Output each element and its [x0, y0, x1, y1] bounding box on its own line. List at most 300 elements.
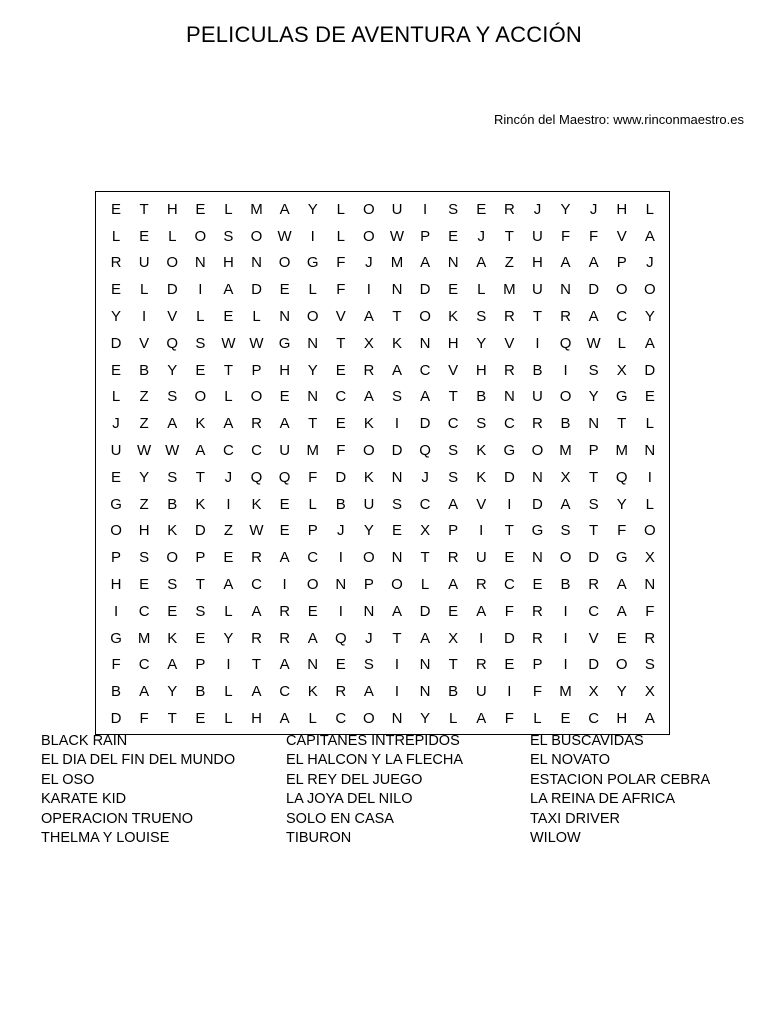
grid-letter: Y [560, 200, 571, 218]
grid-letter: Y [644, 308, 655, 326]
grid-letter: P [111, 549, 122, 567]
grid-letter: C [335, 710, 347, 728]
grid-letter: C [503, 576, 515, 594]
grid-letter: S [223, 227, 234, 245]
grid-letter: L [111, 227, 121, 245]
word-item: EL HALCON Y LA FLECHA [286, 752, 464, 769]
letter-grid [95, 191, 670, 735]
grid-letter: H [475, 361, 487, 379]
grid-letter: E [448, 227, 459, 245]
grid-letter: G [615, 388, 628, 406]
grid-letter: E [111, 468, 122, 486]
grid-letter: X [363, 334, 374, 352]
grid-letter: L [224, 200, 233, 218]
grid-letter: O [559, 388, 572, 406]
grid-letter: R [588, 576, 600, 594]
grid-letter: T [167, 710, 177, 728]
grid-letter: A [279, 710, 290, 728]
grid-row [96, 250, 669, 277]
grid-letter: T [589, 468, 599, 486]
grid-letter: D [588, 549, 600, 567]
grid-letter: R [644, 629, 656, 647]
grid-letter: I [563, 361, 568, 379]
grid-letter: I [507, 495, 512, 513]
word-item: CAPITANES INTREPIDOS [286, 733, 460, 749]
grid-letter: K [167, 629, 178, 647]
grid-letter: S [167, 468, 178, 486]
grid-letter: B [335, 495, 346, 513]
grid-letter: V [335, 308, 346, 326]
grid-letter: K [476, 468, 487, 486]
grid-letter: A [363, 308, 374, 326]
grid-row [96, 437, 669, 464]
grid-letter: I [142, 308, 147, 326]
grid-letter: B [560, 576, 571, 594]
grid-letter: R [503, 361, 515, 379]
grid-letter: A [391, 602, 402, 620]
grid-letter: R [532, 629, 543, 647]
grid-letter: A [448, 495, 459, 513]
grid-letter: L [533, 710, 542, 728]
grid-letter: I [282, 576, 287, 594]
grid-letter: S [588, 495, 599, 513]
grid-letter: I [563, 602, 568, 620]
grid-letter: W [277, 227, 292, 245]
grid-row [96, 571, 669, 598]
grid-letter: Q [419, 442, 431, 460]
grid-row [96, 464, 669, 491]
grid-letter: Z [139, 388, 149, 406]
grid-letter: T [251, 656, 262, 674]
grid-letter: T [532, 308, 543, 326]
grid-letter: O [306, 308, 319, 326]
grid-letter: T [195, 576, 205, 594]
grid-letter: G [531, 522, 544, 540]
grid-letter: C [223, 442, 234, 460]
grid-letter: G [306, 254, 319, 272]
grid-letter: W [249, 334, 264, 352]
grid-letter: U [475, 683, 487, 701]
word-item: THELMA Y LOUISE [41, 830, 170, 847]
grid-letter: T [336, 334, 346, 352]
grid-letter: P [448, 522, 459, 540]
grid-letter: R [503, 308, 515, 326]
grid-letter: G [615, 549, 628, 567]
grid-letter: A [588, 308, 599, 326]
grid-letter: E [195, 710, 206, 728]
grid-letter: E [139, 227, 150, 245]
grid-letter: L [224, 388, 233, 406]
grid-letter: C [419, 495, 431, 513]
grid-letter: E [504, 656, 515, 674]
grid-letter: K [195, 495, 206, 513]
grid-letter: S [363, 656, 374, 674]
grid-letter: M [250, 200, 263, 218]
grid-row [96, 705, 669, 732]
grid-letter: C [503, 415, 515, 433]
grid-letter: T [420, 549, 430, 567]
grid-letter: P [616, 254, 627, 272]
grid-letter: K [167, 522, 178, 540]
grid-letter: U [363, 495, 375, 513]
grid-letter: O [110, 522, 122, 540]
grid-letter: E [307, 602, 318, 620]
grid-letter: K [195, 415, 206, 433]
grid-letter: D [110, 710, 122, 728]
grid-letter: S [588, 361, 599, 379]
grid-letter: A [420, 388, 431, 406]
grid-letter: J [112, 415, 120, 433]
grid-letter: W [165, 442, 180, 460]
grid-letter: S [644, 656, 655, 674]
grid-letter: L [645, 200, 654, 218]
grid-letter: B [476, 388, 487, 406]
grid-letter: F [589, 227, 599, 245]
grid-letter: R [251, 549, 262, 567]
grid-letter: H [279, 361, 291, 379]
grid-letter: O [194, 388, 207, 406]
grid-letter: B [532, 361, 543, 379]
grid-letter: S [476, 308, 487, 326]
grid-letter: N [279, 308, 291, 326]
grid-letter: C [251, 576, 262, 594]
grid-letter: C [138, 656, 150, 674]
grid-letter: A [420, 254, 431, 272]
grid-letter: J [477, 227, 486, 245]
grid-letter: O [166, 549, 179, 567]
grid-letter: A [279, 656, 290, 674]
grid-letter: E [111, 281, 122, 299]
word-item: EL NOVATO [530, 752, 611, 769]
grid-letter: L [308, 281, 317, 299]
grid-letter: I [310, 227, 315, 245]
grid-letter: I [338, 602, 343, 620]
grid-letter: R [447, 549, 459, 567]
word-item: WILOW [530, 830, 581, 847]
grid-letter: A [616, 576, 627, 594]
grid-letter: I [422, 200, 428, 218]
grid-letter: Z [223, 522, 233, 540]
grid-letter: C [335, 388, 347, 406]
grid-letter: O [250, 388, 263, 406]
grid-letter: I [479, 522, 484, 540]
grid-letter: U [110, 442, 122, 460]
grid-letter: F [139, 710, 149, 728]
grid-letter: V [476, 495, 487, 513]
grid-row [96, 518, 669, 545]
grid-letter: B [560, 415, 571, 433]
grid-letter: U [138, 254, 150, 272]
grid-letter: O [306, 576, 319, 594]
grid-letter: S [448, 442, 459, 460]
word-item: ESTACION POLAR CEBRA [530, 771, 711, 788]
grid-letter: R [110, 254, 122, 272]
grid-letter: O [363, 710, 375, 728]
grid-letter: W [586, 334, 601, 352]
grid-letter: R [532, 602, 543, 620]
word-item: LA JOYA DEL NILO [286, 791, 413, 808]
grid-letter: F [336, 442, 346, 460]
grid-letter: Y [139, 468, 150, 486]
grid-letter: F [111, 656, 121, 674]
word-item: EL OSO [41, 771, 95, 788]
grid-letter: O [531, 442, 544, 460]
grid-letter: E [476, 200, 487, 218]
grid-letter: T [392, 308, 402, 326]
grid-letter: P [195, 549, 206, 567]
grid-letter: M [615, 442, 628, 460]
grid-letter: L [168, 227, 177, 245]
grid-letter: Y [223, 629, 234, 647]
grid-letter: E [223, 549, 234, 567]
grid-letter: S [391, 495, 402, 513]
grid-letter: I [479, 629, 484, 647]
grid-letter: E [195, 361, 206, 379]
grid-letter: E [111, 200, 122, 218]
grid-letter: I [113, 602, 119, 620]
grid-letter: Y [588, 388, 599, 406]
grid-letter: A [476, 254, 487, 272]
grid-letter: T [504, 227, 514, 245]
grid-letter: Y [363, 522, 374, 540]
grid-letter: P [420, 227, 431, 245]
grid-letter: A [560, 254, 571, 272]
grid-letter: T [617, 415, 627, 433]
word-item: SOLO EN CASA [286, 810, 394, 827]
grid-letter: D [335, 468, 347, 486]
grid-letter: F [504, 710, 514, 728]
grid-letter: L [645, 495, 654, 513]
grid-letter: D [588, 656, 600, 674]
grid-letter: M [137, 629, 151, 647]
grid-letter: F [336, 254, 346, 272]
grid-letter: M [503, 281, 516, 299]
grid-letter: R [363, 361, 375, 379]
grid-row [96, 652, 669, 679]
grid-letter: O [419, 308, 431, 326]
word-item: LA REINA DE AFRICA [530, 791, 676, 808]
grid-letter: V [504, 334, 515, 352]
grid-letter: G [110, 629, 122, 647]
grid-letter: D [391, 442, 403, 460]
grid-letter: E [504, 549, 515, 567]
grid-letter: L [477, 281, 486, 299]
grid-letter: V [448, 361, 459, 379]
grid-letter: H [166, 200, 178, 218]
grid-letter: X [644, 683, 655, 701]
grid-letter: J [337, 522, 345, 540]
grid-letter: R [475, 656, 487, 674]
grid-letter: X [588, 683, 599, 701]
grid-letter: F [308, 468, 318, 486]
grid-letter: I [647, 468, 652, 486]
grid-letter: I [338, 549, 343, 567]
grid-letter: H [138, 522, 150, 540]
grid-letter: N [419, 683, 431, 701]
grid-letter: M [390, 254, 404, 272]
grid-letter: O [363, 200, 375, 218]
grid-letter: A [279, 415, 290, 433]
grid-letter: Q [559, 334, 572, 352]
grid-letter: K [307, 683, 318, 701]
grid-letter: N [503, 388, 515, 406]
source-credit: Rincón del Maestro: www.rinconmaestro.es [494, 112, 744, 127]
grid-row [96, 223, 669, 250]
grid-row [96, 544, 669, 571]
grid-letter: A [251, 683, 262, 701]
grid-letter: N [307, 334, 319, 352]
grid-row [96, 196, 669, 223]
word-item: TIBURON [286, 830, 352, 847]
grid-letter: A [167, 656, 178, 674]
grid-letter: N [307, 656, 319, 674]
grid-letter: G [503, 442, 516, 460]
grid-letter: P [251, 361, 262, 379]
grid-letter: I [226, 495, 231, 513]
grid-letter: L [111, 388, 121, 406]
grid-letter: M [559, 442, 572, 460]
grid-letter: L [336, 200, 345, 218]
grid-letter: B [195, 683, 206, 701]
grid-letter: E [111, 361, 122, 379]
grid-letter: R [279, 602, 291, 620]
grid-letter: J [365, 254, 373, 272]
grid-letter: P [363, 576, 374, 594]
grid-letter: P [307, 522, 318, 540]
grid-letter: A [139, 683, 150, 701]
word-item: TAXI DRIVER [530, 810, 620, 827]
grid-letter: A [195, 442, 206, 460]
grid-letter: O [363, 442, 375, 460]
grid-letter: I [394, 683, 400, 701]
grid-letter: U [279, 442, 291, 460]
grid-letter: A [560, 495, 571, 513]
grid-letter: A [420, 629, 431, 647]
grid-letter: D [503, 468, 515, 486]
grid-letter: Q [615, 468, 628, 486]
grid-letter: O [615, 656, 628, 674]
grid-letter: H [616, 710, 628, 728]
grid-letter: X [560, 468, 571, 486]
grid-letter: H [616, 200, 628, 218]
grid-letter: N [391, 549, 403, 567]
grid-letter: C [419, 361, 431, 379]
grid-letter: N [447, 254, 459, 272]
grid-letter: J [365, 629, 373, 647]
grid-letter: N [307, 388, 319, 406]
grid-letter: R [279, 629, 291, 647]
grid-row [96, 410, 669, 437]
grid-letter: T [392, 629, 402, 647]
grid-letter: N [588, 415, 600, 433]
grid-letter: A [223, 281, 234, 299]
grid-letter: O [278, 254, 291, 272]
grid-letter: D [419, 415, 431, 433]
grid-letter: L [617, 334, 626, 352]
grid-letter: I [394, 415, 400, 433]
grid-letter: Y [307, 200, 318, 218]
grid-letter: U [391, 200, 403, 218]
word-item: EL DIA DEL FIN DEL MUNDO [41, 752, 236, 769]
grid-letter: H [110, 576, 122, 594]
grid-letter: C [251, 442, 262, 460]
grid-letter: E [532, 576, 543, 594]
grid-letter: P [532, 656, 543, 674]
page-title: PELICULAS DE AVENTURA Y ACCIÓN [185, 22, 583, 47]
grid-letter: K [448, 308, 459, 326]
grid-letter: C [447, 415, 459, 433]
grid-letter: E [560, 710, 571, 728]
grid-letter: A [363, 683, 374, 701]
grid-letter: C [588, 710, 600, 728]
grid-letter: L [224, 710, 233, 728]
grid-letter: N [363, 602, 375, 620]
grid-letter: Q [278, 468, 291, 486]
grid-letter: R [251, 629, 262, 647]
grid-letter: N [644, 576, 656, 594]
grid-row [96, 678, 669, 705]
grid-row [96, 491, 669, 518]
grid-letter: E [448, 281, 459, 299]
grid-letter: N [335, 576, 347, 594]
word-column-3 [530, 732, 710, 848]
grid-letter: T [589, 522, 599, 540]
grid-letter: T [448, 656, 458, 674]
grid-letter: F [560, 227, 571, 245]
grid-letter: D [503, 629, 515, 647]
grid-row [96, 625, 669, 652]
grid-letter: O [250, 227, 263, 245]
grid-letter: A [279, 549, 290, 567]
grid-letter: C [138, 602, 150, 620]
grid-letter: V [588, 629, 599, 647]
grid-letter: K [476, 442, 487, 460]
grid-letter: J [224, 468, 233, 486]
grid-row [96, 357, 669, 384]
grid-letter: G [278, 334, 291, 352]
grid-letter: N [391, 468, 403, 486]
grid-letter: L [308, 710, 317, 728]
grid-letter: L [420, 576, 430, 594]
grid-letter: J [646, 254, 654, 272]
grid-letter: L [252, 308, 261, 326]
grid-letter: N [391, 281, 403, 299]
grid-letter: A [644, 334, 655, 352]
grid-letter: D [166, 281, 178, 299]
word-list [0, 732, 768, 852]
grid-letter: K [363, 468, 374, 486]
grid-letter: A [476, 602, 487, 620]
grid-letter: M [559, 683, 572, 701]
grid-letter: S [448, 468, 459, 486]
grid-letter: R [251, 415, 262, 433]
grid-letter: T [448, 388, 458, 406]
grid-letter: R [532, 415, 543, 433]
grid-letter: F [532, 683, 543, 701]
grid-letter: H [532, 254, 543, 272]
grid-letter: N [419, 334, 431, 352]
grid-letter: N [532, 549, 543, 567]
grid-letter: W [249, 522, 264, 540]
grid-letter: V [167, 308, 178, 326]
grid-letter: P [195, 656, 206, 674]
grid-letter: E [139, 576, 150, 594]
grid-letter: C [307, 549, 319, 567]
grid-letter: A [223, 415, 234, 433]
grid-letter: M [306, 442, 319, 460]
grid-letter: D [251, 281, 262, 299]
grid-letter: L [308, 495, 317, 513]
